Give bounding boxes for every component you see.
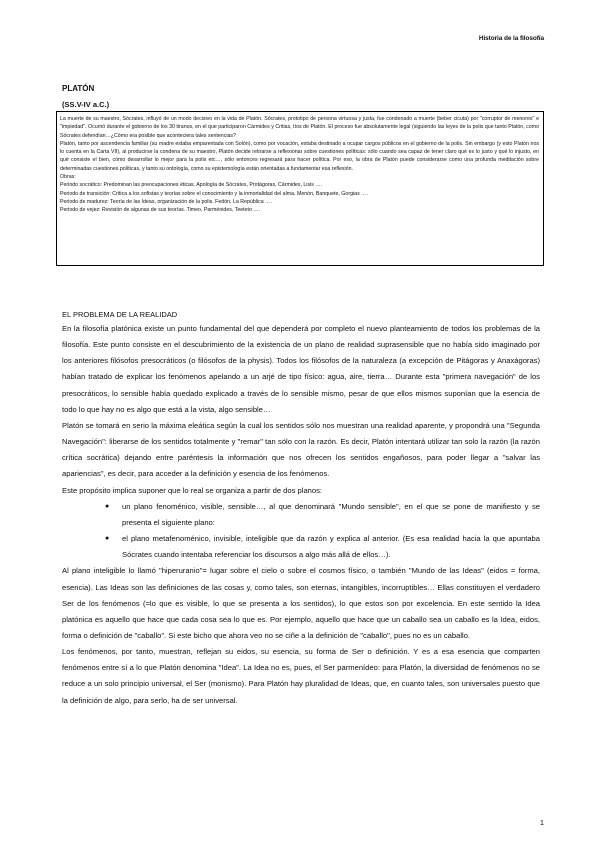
works-label: Obras: xyxy=(60,174,76,181)
list-item xyxy=(62,531,540,563)
bio-paragraph: La muerte de su maestro, Sócrates, influyó de un modo decisivo en la vida de Platón. Sócrates, prototipo de persona virtuosa y justa, fue condenado a muerte (beber cicuta) por "corruptor de menores" e "impiedad". Ocurrió durante el gobierno de los 30 tiranos, en el que participaron Cármides y Critias, tíos de Platón. El proceso fue absolutamente legal (siguiendo las leyes de la polis que tanto Platón, como Sócrates defendían…¿Cómo era posible que aconteciera tales sentencias? xyxy=(60,116,539,139)
works-period: Periodo de madurez: Teoría de las Ideas, organización de la polis. Fedón, La República …. xyxy=(60,198,272,205)
page-subtitle: (SS.V-IV a.C.) xyxy=(62,100,110,109)
works-period: Periodo de transición: Critica a los sofistas y teorías sobre el conocimiento y la inmortalidad del alma. Menón, Banquete, Gorgias …. xyxy=(60,190,368,197)
list-item-text: un plano fenoménico, visible, sensible…, al que denominará "Mundo sensible", en el que se pone de manifiesto y se presenta el siguiente plano: xyxy=(122,501,540,527)
body-text xyxy=(62,321,540,709)
planes-list xyxy=(62,499,540,564)
list-item xyxy=(62,499,540,531)
body-paragraph: Los fenómenos, por tanto, muestran, reflejan su eidos, su esencia, su forma de Ser o definición. Y es a esa esencia que comparten fenómenos entre sí a lo que Platón denomina "Idea". La Idea no es, pues, el Ser parmenídeo: para Platón, la diversidad de fenómenos no se reduce a un solo principio universal, el Ser (monismo). Para Platón hay pluralidad de Ideas, que, en cuanto tales, son universales puesto que la definición de algo, para serlo, ha de ser universal. xyxy=(62,647,540,705)
bio-paragraph: Platón, tanto por ascendencia familiar (su madre estaba emparentada con Solón), como por vocación, estaba destinado a ocupar cargos públicos en el gobierno de la polis. Sin embargo (y esto Platón nos lo cuenta en la Carta VII), al producirse la condena de su maestro, Platón decide retirarse a reflexionar sobre cuestiones políticas: sólo cuando sea capaz de tener claro qué es lo justo y qué lo injusto, en qué consiste el bien, cómo desarrollar lo mejor para la polis etc…, sólo entonces regresará para hacer política. Por eso, la obra de Platón puede considerarse como una profunda meditación sobre determinadas cuestiones políticas, y tanto su ontología, como su epistemología están orientadas a fundamentar esa reflexión. xyxy=(60,140,539,172)
list-item-text: el plano metafenoménico, invisible, inteligible que da razón y explica al anterior. (Es esa realidad hacia la que apuntaba Sócrates cuando intentaba referenciar los discursos a algo más allá de ellos…). xyxy=(122,534,540,560)
biography-box xyxy=(56,111,544,266)
page-title: PLATÓN xyxy=(62,84,95,93)
bullet-icon: ● xyxy=(105,502,110,510)
running-header: Historia de la filosofía xyxy=(478,35,544,42)
works-period: Periodo de vejez: Revisión de algunas de sus teorías. Timeo, Parménides, Teeteto …. xyxy=(60,207,261,214)
works-period: Periodo socrático: Predominan las preocupaciones éticas. Apología de Sócrates, Protágoras, Cármides, Lisis …. xyxy=(60,182,323,189)
body-paragraph: Este propósito implica suponer que lo real se organiza a partir de dos planos: xyxy=(62,485,323,495)
bullet-icon: ● xyxy=(105,535,110,543)
body-paragraph: En la filosofía platónica existe un punto fundamental del que dependerá por completo el nuevo planteamiento de todos los problemas de la filosofía. Este punto consiste en el descubrimiento de la existencia de un plano de realidad suprasensible que no había sido imaginado por los anteriores filósofos presocráticos (o filósofos de la physis). Todos los filósofos de la naturaleza (a excepción de Pitágoras y Anaxágoras) habían tratado de explicar los fenómenos apelando a un arjé de tipo físico: agua, aire, tierra… Durante esta "primera navegación" de los presocráticos, lo sensible había quedado explicado a través de lo sensible mismo, pesar de que ellos mismos suponían que la esencia de todo lo que hay no es algo que está a la vista, algo sensible… xyxy=(62,324,540,414)
body-paragraph: Al plano inteligible lo llamó "hiperuranio"= lugar sobre el cielo o sobre el cosmos físico, o también "Mundo de las Ideas" (eidos = forma, esencia). Las Ideas son las definiciones de las cosas y, como tales, son eternas, intangibles, incorruptibles… Ellas constituyen el verdadero Ser de los fenómenos (=lo que es visible, lo que se presenta a los sentidos), lo que estos son por excelencia. En este sentido la Idea platónica es aquello que hace que cada cosa sea lo que es. Por ejemplo, aquello que hace que un caballo sea un caballo es la Idea, eidos, forma o definición de "caballo". Si este bicho que ahora veo no se ciñe a la definición de "caballo", pues no es un caballo. xyxy=(62,566,540,640)
page-number: 1 xyxy=(539,818,544,827)
body-paragraph: Platón se tomará en serio la máxima eleática según la cual los sentidos sólo nos muestran una realidad aparente, y propondrá una "Segunda Navegación": liberarse de los sentidos totalmente y "remar" tan sólo con la razón. Es decir, Platón intentará utilizar tan solo la razón (la razón crítica socrática) dejando entre paréntesis la información que nos ofrecen los sentidos engañosos, para poder llegar a "salvar las apariencias", es decir, para acceder a la definición y esencia de los fenómenos. xyxy=(62,420,540,479)
section-heading: EL PROBLEMA DE LA REALIDAD xyxy=(62,310,178,319)
